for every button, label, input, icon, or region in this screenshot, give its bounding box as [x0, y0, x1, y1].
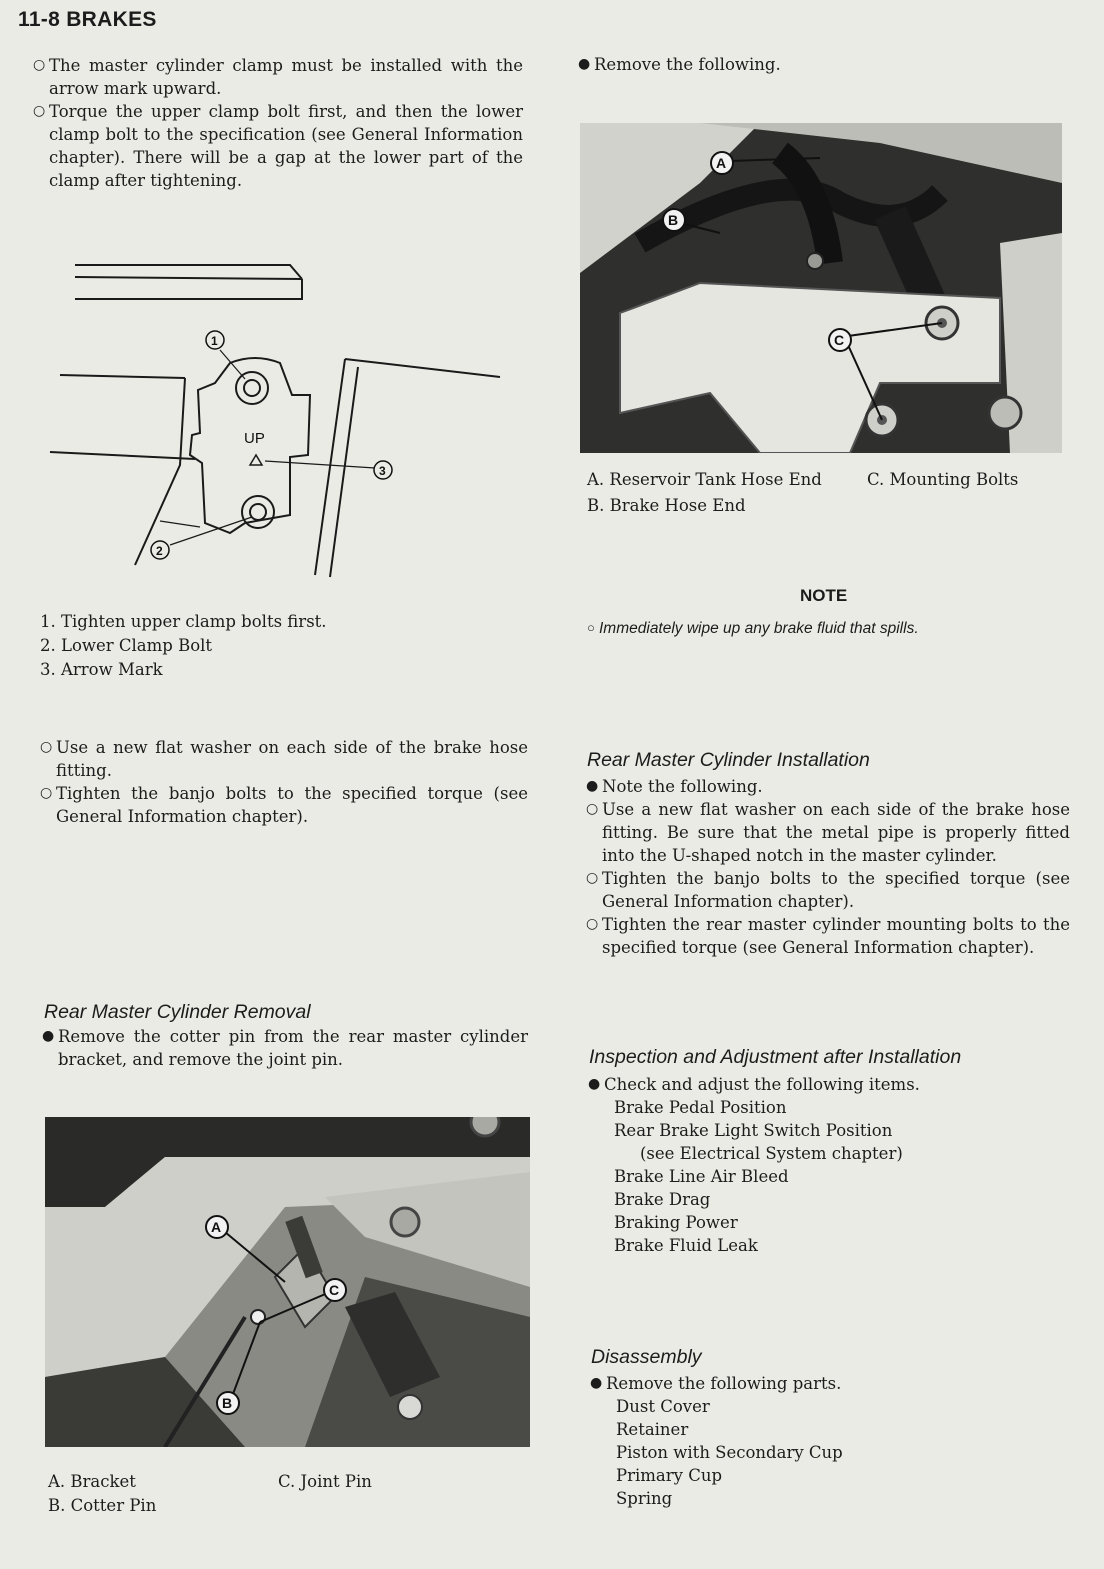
installation-steps	[586, 775, 1070, 959]
clamp-diagram	[40, 255, 520, 585]
filled-bullet-icon: ●	[590, 1375, 603, 1391]
legend-item: 1. Tighten upper clamp bolts first.	[40, 612, 327, 631]
bracket-caption-a: A. Bracket	[48, 1472, 136, 1491]
removal-heading: Rear Master Cylinder Removal	[44, 1001, 311, 1023]
svg-text:B: B	[668, 212, 679, 228]
inspection-heading: Inspection and Adjustment after Installation	[589, 1046, 962, 1068]
hollow-bullet-icon: ○	[586, 870, 599, 886]
inspection-list: ● Check and adjust the following items. Brake Pedal Position Rear Brake Light Switch Position (see Electrical System chapter) Brake Line Air Bleed Brake Drag Braking Power Brake Fluid Leak	[588, 1073, 1068, 1257]
filled-bullet-icon: ●	[42, 1028, 55, 1044]
callout-1	[206, 331, 224, 349]
svg-text:3: 3	[379, 464, 386, 478]
disassembly-item: Dust Cover	[616, 1397, 710, 1416]
callout-b	[217, 1392, 239, 1414]
installation-heading: Rear Master Cylinder Installation	[587, 749, 870, 771]
hose-note: ○ Use a new flat washer on each side of the brake hose fitting.	[40, 738, 528, 780]
filled-bullet-icon: ●	[578, 56, 591, 72]
note-title: NOTE	[800, 586, 848, 605]
hollow-bullet-icon: ○	[586, 916, 599, 932]
installation-step: ○ Tighten the banjo bolts to the specified torque (see General Information chapter).	[586, 869, 1070, 911]
installation-step: ● Note the following.	[586, 777, 763, 796]
inspection-item: Rear Brake Light Switch Position	[614, 1121, 893, 1140]
callout-c	[829, 329, 851, 351]
note-text: ○ Immediately wipe up any brake fluid that spills.	[587, 620, 919, 637]
disassembly-list: ● Remove the following parts. Dust Cover Retainer Piston with Secondary Cup Primary Cup Spring	[590, 1372, 1070, 1510]
installation-step: ○ Tighten the rear master cylinder mounting bolts to the specified torque (see General Information chapter).	[586, 915, 1070, 957]
inspection-item: Brake Pedal Position	[614, 1098, 787, 1117]
bracket-caption-b: B. Cotter Pin	[48, 1496, 157, 1515]
hollow-bullet-icon: ○	[586, 801, 599, 817]
up-label: UP	[244, 430, 265, 447]
intro-notes	[33, 54, 523, 192]
legend-item: 2. Lower Clamp Bolt	[40, 636, 213, 655]
reservoir-caption-c: C. Mounting Bolts	[867, 470, 1019, 489]
hollow-bullet-icon: ○	[33, 103, 46, 119]
reservoir-photo	[580, 123, 1062, 453]
bracket-photo	[45, 1117, 530, 1447]
callout-3	[374, 461, 392, 479]
disassembly-item: Retainer	[616, 1420, 689, 1439]
page-header: 11-8 BRAKES	[18, 8, 157, 31]
disassembly-item: Primary Cup	[616, 1466, 723, 1485]
reservoir-caption-a: A. Reservoir Tank Hose End	[587, 470, 822, 489]
svg-text:A: A	[716, 155, 727, 171]
hollow-bullet-icon: ○	[40, 785, 53, 801]
callout-2	[151, 541, 169, 559]
filled-bullet-icon: ●	[588, 1076, 601, 1092]
hollow-bullet-icon: ○	[587, 620, 595, 635]
diagram-legend	[40, 610, 460, 682]
inspection-item: (see Electrical System chapter)	[640, 1144, 903, 1163]
callout-c	[324, 1279, 346, 1301]
hollow-bullet-icon: ○	[40, 739, 53, 755]
hollow-bullet-icon: ○	[33, 57, 46, 73]
inspection-item: Brake Line Air Bleed	[614, 1167, 789, 1186]
disassembly-heading: Disassembly	[591, 1346, 702, 1368]
legend-item: 3. Arrow Mark	[40, 660, 163, 679]
removal-step: ● Remove the cotter pin from the rear master cylinder bracket, and remove the joint pin.	[42, 1027, 528, 1069]
inspection-item: Brake Fluid Leak	[614, 1236, 758, 1255]
svg-text:1: 1	[211, 334, 218, 348]
intro-note: ○ The master cylinder clamp must be installed with the arrow mark upward.	[33, 56, 523, 98]
disassembly-item: Piston with Secondary Cup	[616, 1443, 843, 1462]
callout-b	[663, 209, 685, 231]
removal-steps	[42, 1025, 528, 1071]
hose-notes	[40, 736, 528, 828]
svg-text:C: C	[834, 332, 845, 348]
disassembly-item: Spring	[616, 1489, 673, 1508]
hose-note: ○ Tighten the banjo bolts to the specified torque (see General Information chapter).	[40, 784, 528, 826]
installation-step: ○ Use a new flat washer on each side of the brake hose fitting. Be sure that the metal pipe is properly fitted into the U-shaped notch in the master cylinder.	[586, 800, 1070, 865]
inspection-item: Brake Drag	[614, 1190, 711, 1209]
svg-text:A: A	[211, 1219, 222, 1235]
filled-bullet-icon: ●	[586, 778, 599, 794]
callout-a	[711, 152, 733, 174]
reservoir-caption-b: B. Brake Hose End	[587, 496, 746, 515]
bracket-caption-c: C. Joint Pin	[278, 1472, 372, 1491]
inspection-item: Braking Power	[614, 1213, 738, 1232]
svg-text:2: 2	[156, 544, 163, 558]
svg-text:C: C	[329, 1282, 340, 1298]
callout-a	[206, 1216, 228, 1238]
intro-note: ○ Torque the upper clamp bolt first, and then the lower clamp bolt to the specification (see General Information chapter). There will be a gap at the lower part of the clamp after tightening.	[33, 102, 523, 190]
svg-text:B: B	[222, 1395, 233, 1411]
remove-following: ● Remove the following.	[578, 55, 781, 74]
